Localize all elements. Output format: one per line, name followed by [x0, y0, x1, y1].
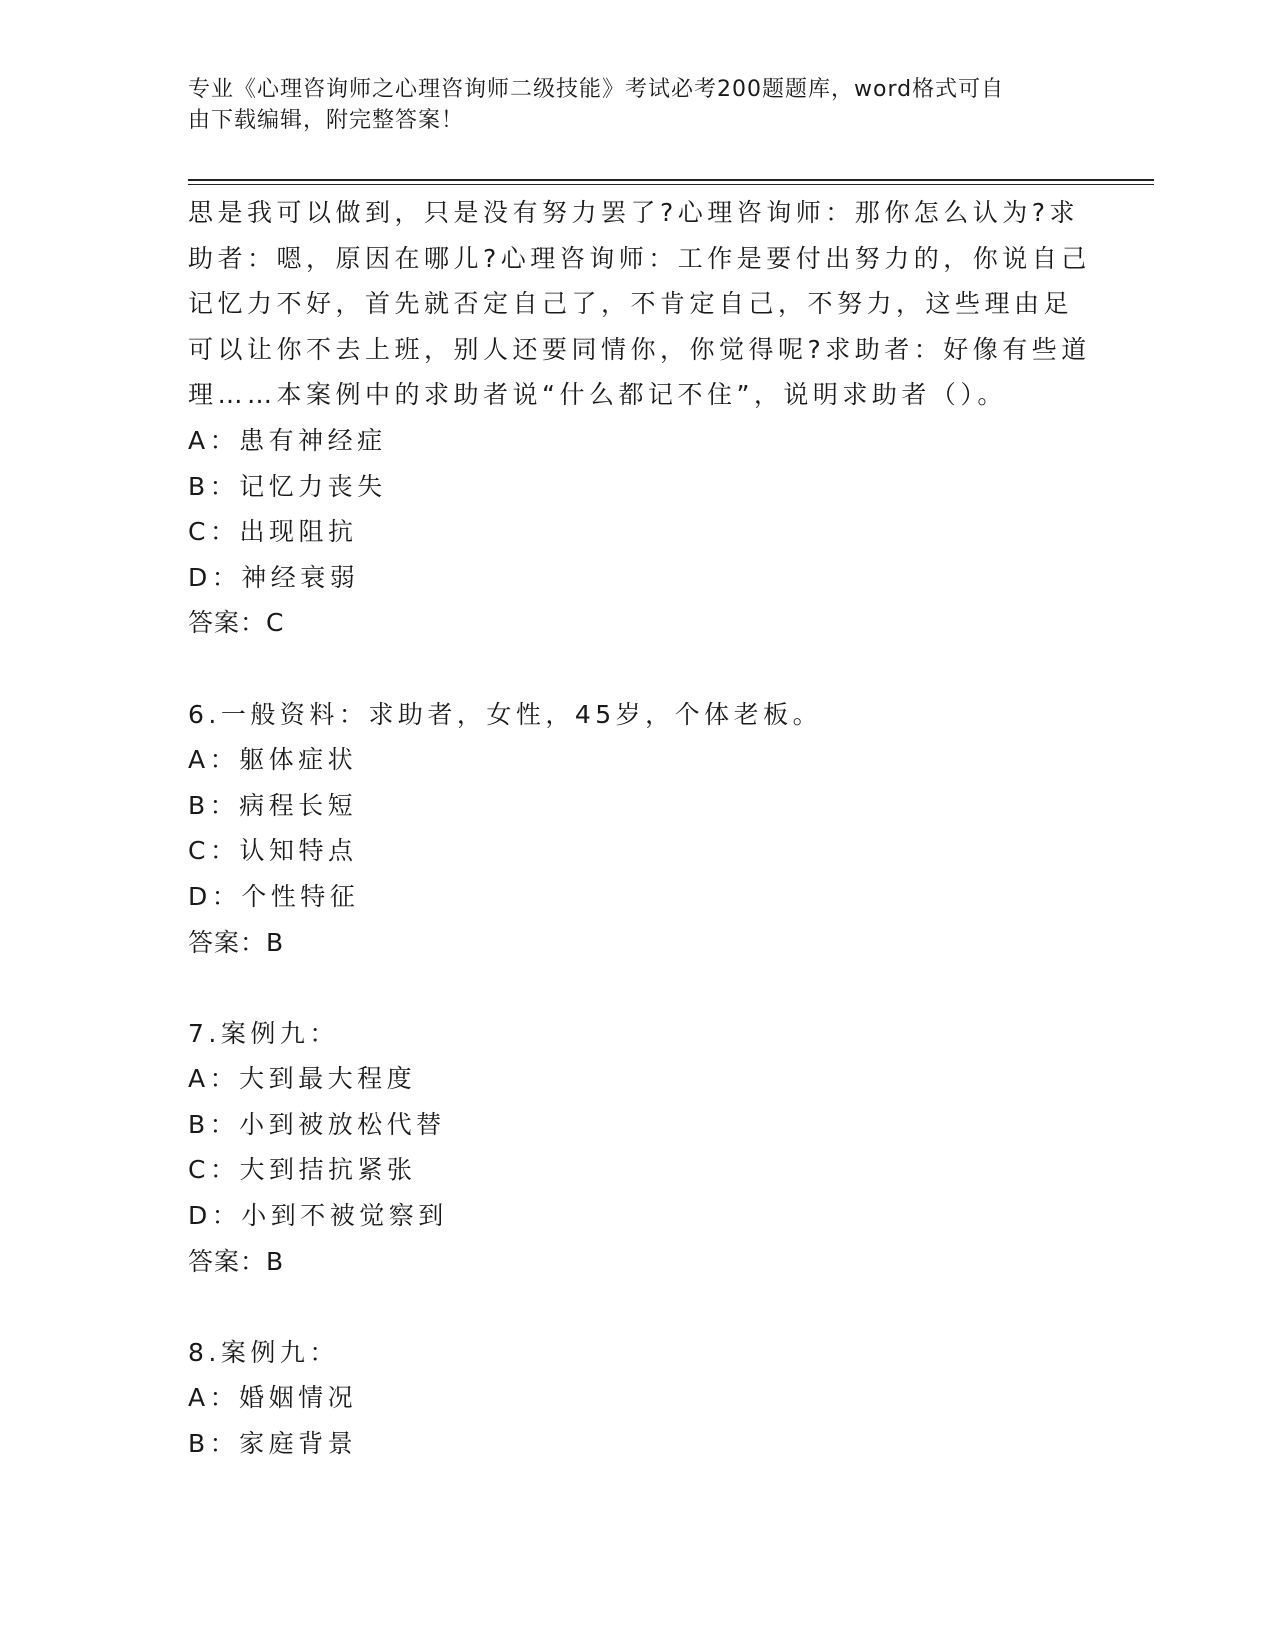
- header-line-1: 专业《心理咨询师之心理咨询师二级技能》考试必考200题题库，word格式可自: [188, 77, 1005, 102]
- stem-line: 可以让你不去上班，别人还要同情你，你觉得呢?求助者：好像有些道: [188, 334, 1091, 364]
- option-c: C：大到拮抗紧张: [188, 1155, 417, 1185]
- header-rule-thick: [188, 179, 1154, 181]
- header-line-2: 由下载编辑，附完整答案！: [188, 108, 465, 133]
- question-5-continuation: [188, 190, 1091, 646]
- option-a: A：大到最大程度: [188, 1064, 417, 1094]
- option-d: D：小到不被觉察到: [188, 1201, 448, 1231]
- document-body: [188, 190, 1091, 1467]
- option-a: A：躯体症状: [188, 745, 358, 775]
- option-b: B：病程长短: [188, 790, 358, 820]
- option-a: A：婚姻情况: [188, 1383, 358, 1413]
- answer-line: 答案：C: [188, 608, 285, 638]
- question-8: [188, 1330, 1088, 1467]
- option-b: B：家庭背景: [188, 1429, 358, 1459]
- stem-line: 理……本案例中的求助者说“什么都记不住”，说明求助者（）。: [188, 380, 1007, 410]
- stem-line: 记忆力不好，首先就否定自己了，不肯定自己，不努力，这些理由足: [188, 289, 1074, 319]
- option-a: A：患有神经症: [188, 425, 387, 455]
- header-rule-thin: [188, 184, 1154, 185]
- answer-line: 答案：B: [188, 1246, 285, 1276]
- question-6: [188, 692, 1088, 966]
- option-c: C：认知特点: [188, 836, 358, 866]
- option-b: B：记忆力丧失: [188, 471, 387, 501]
- option-c: C：出现阻抗: [188, 517, 358, 547]
- question-stem: 7.案例九：: [188, 1018, 339, 1048]
- question-stem: 6.一般资料：求助者，女性，45岁，个体老板。: [188, 699, 823, 729]
- stem-line: 思是我可以做到，只是没有努力罢了?心理咨询师：那你怎么认为?求: [188, 198, 1080, 227]
- document-header: [188, 74, 1068, 136]
- option-d: D：神经衰弱: [188, 562, 360, 592]
- option-b: B：小到被放松代替: [188, 1109, 446, 1139]
- option-d: D：个性特征: [188, 881, 360, 911]
- question-7: [188, 1011, 1088, 1285]
- stem-line: 助者：嗯，原因在哪儿?心理咨询师：工作是要付出努力的，你说自己: [188, 243, 1091, 273]
- question-stem: 8.案例九：: [188, 1337, 339, 1367]
- answer-line: 答案：B: [188, 927, 285, 957]
